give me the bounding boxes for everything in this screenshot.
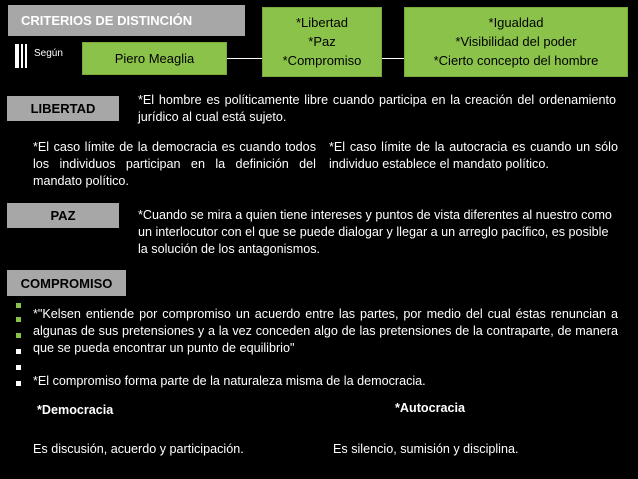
libertad-autocracia-case: *El caso límite de la autocracia es cuando un sólo individuo establece el mandato político.	[329, 140, 618, 171]
page-title: CRITERIOS DE DISTINCIÓN	[8, 5, 245, 36]
criteria-box-2	[404, 7, 628, 77]
criteria-concepto-hombre: *Cierto concepto del hombre	[433, 53, 599, 68]
paz-label: PAZ	[7, 203, 119, 228]
libertad-text: *El hombre es políticamente libre cuando participa en la creación del ordenamiento jurídico al cual está sujeto.	[138, 93, 616, 124]
democracia-label: *Democracia	[37, 403, 114, 417]
compromiso-quote: *"Kelsen entiende por compromiso un acuerdo entre las partes, por medio del cual éstas renuncian a algunas de sus pretensiones y a la vez conceden algo de las pretensiones de la contraparte, de manera que se pueda encontrar un punto de equilibrio"	[33, 307, 618, 355]
compromiso-label: COMPROMISO	[7, 270, 126, 296]
connector-line	[227, 58, 262, 59]
autocracia-text: Es silencio, sumisión y disciplina.	[333, 442, 519, 456]
autocracia-label: *Autocracia	[395, 401, 465, 415]
libertad-label: LIBERTAD	[7, 96, 119, 121]
segun-label: Según	[34, 48, 63, 59]
criteria-compromiso: *Compromiso	[282, 53, 362, 68]
connector-line-2	[382, 58, 404, 59]
compromiso-nature: *El compromiso forma parte de la naturaleza misma de la democracia.	[33, 374, 426, 388]
democracia-text: Es discusión, acuerdo y participación.	[33, 442, 244, 456]
decorative-marks	[16, 303, 24, 393]
criteria-box-1	[262, 7, 382, 77]
libertad-democracia-case: *El caso límite de la democracia es cuando todos los individuos participan en la definición del mandato político.	[33, 140, 316, 188]
author-box: Piero Meaglia	[82, 42, 227, 75]
paz-text: *Cuando se mira a quien tiene intereses y puntos de vista diferentes al nuestro como un interlocutor con el que se puede dialogar y llegar a un arreglo pacífico, es posible la solución de los antagonismos.	[138, 208, 612, 256]
criteria-paz: *Paz	[308, 34, 336, 49]
criteria-visibilidad: *Visibilidad del poder	[455, 34, 577, 49]
criteria-libertad: *Libertad	[295, 15, 349, 30]
criteria-igualdad: *Igualdad	[488, 15, 544, 30]
